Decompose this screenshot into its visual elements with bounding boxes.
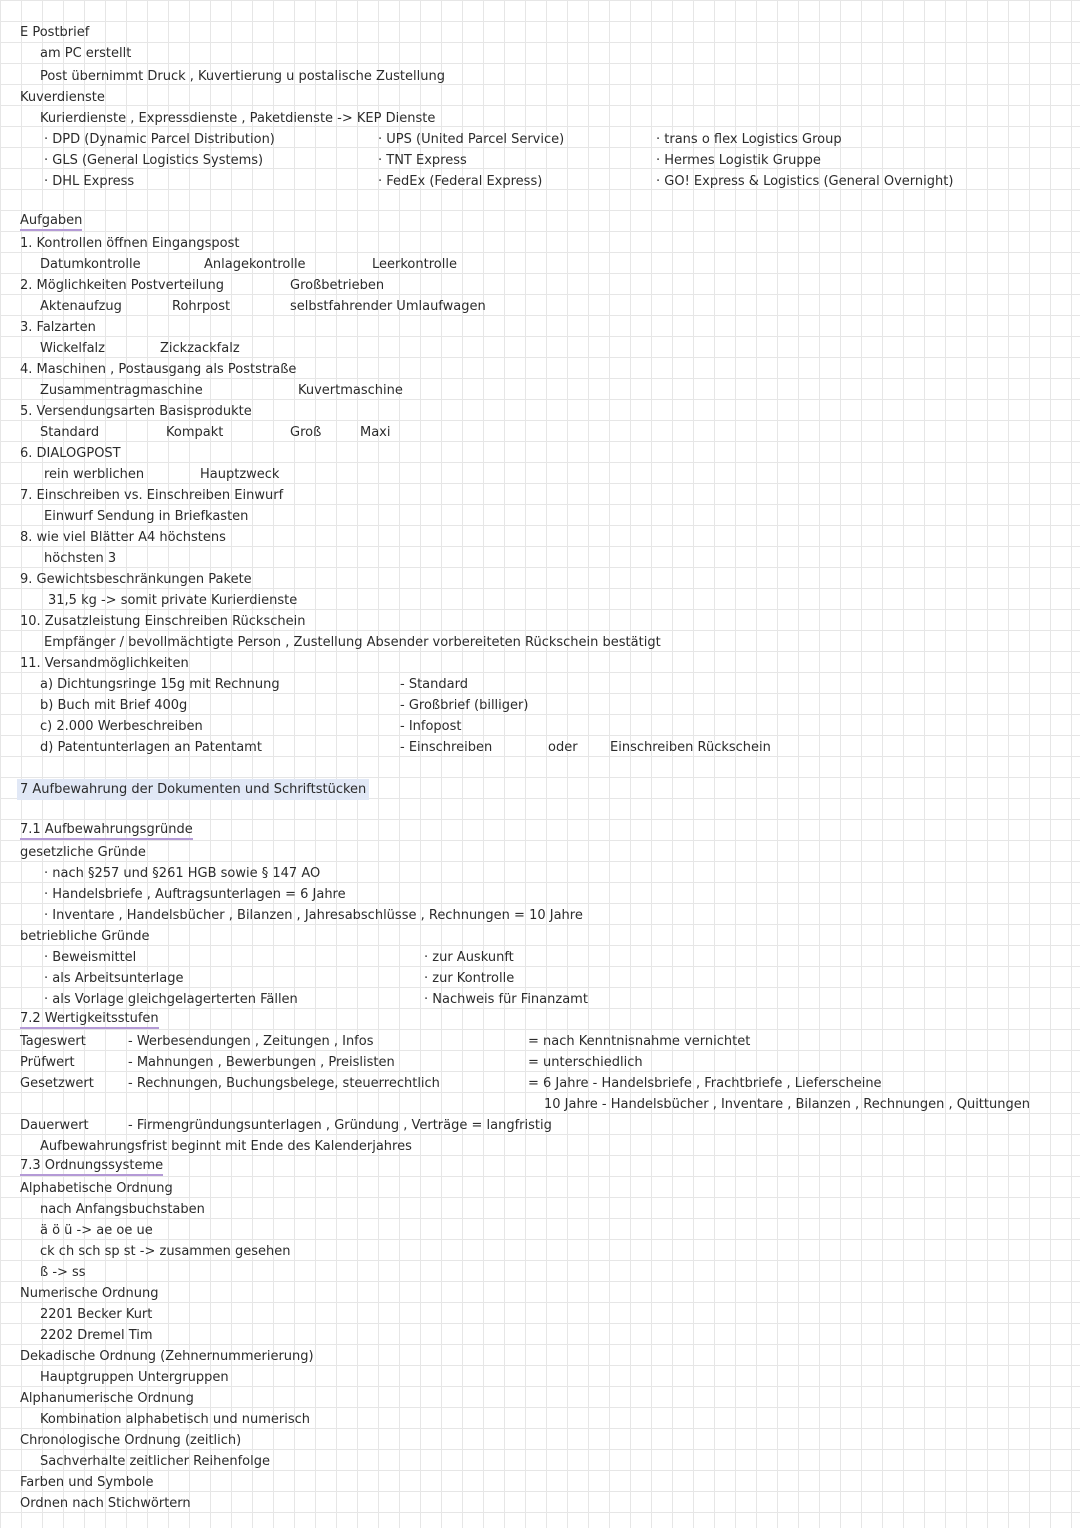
- note-text: 10 Jahre - Handelsbücher , Inventare , Bilanzen , Rechnungen , Quittungen: [544, 1097, 1030, 1112]
- note-text: = nach Kenntnisnahme vernichtet: [528, 1034, 751, 1049]
- note-text: · DHL Express: [44, 174, 135, 189]
- note-line: [0, 947, 1080, 968]
- note-line: [0, 611, 1080, 632]
- note-text: 10. Zusatzleistung Einschreiben Rückschein: [20, 614, 306, 629]
- note-line: [0, 1094, 1080, 1115]
- note-text: Kuverdienste: [20, 90, 105, 105]
- note-line: [0, 527, 1080, 548]
- note-text: 11. Versandmöglichkeiten: [20, 656, 189, 671]
- note-text: · GLS (General Logistics Systems): [44, 153, 264, 168]
- note-text: 4. Maschinen , Postausgang als Poststraße: [20, 362, 297, 377]
- note-text: Hauptgruppen Untergruppen: [40, 1370, 229, 1385]
- note-line: [0, 254, 1080, 275]
- note-line: [0, 1220, 1080, 1241]
- note-text: Groß: [290, 425, 322, 440]
- note-text: - Einschreiben: [400, 740, 493, 755]
- note-text: Einwurf Sendung in Briefkasten: [44, 509, 249, 524]
- note-text: Chronologische Ordnung (zeitlich): [20, 1433, 242, 1448]
- note-text: Dauerwert: [20, 1118, 89, 1133]
- note-text: - Infopost: [400, 719, 462, 734]
- note-line: [0, 171, 1080, 192]
- note-line: [0, 1388, 1080, 1409]
- note-line: [0, 1052, 1080, 1073]
- note-line: [0, 779, 1080, 800]
- note-text: Standard: [40, 425, 100, 440]
- note-text: 9. Gewichtsbeschränkungen Pakete: [20, 572, 252, 587]
- note-text: 2201 Becker Kurt: [40, 1307, 153, 1322]
- note-line: [0, 401, 1080, 422]
- note-line: [0, 821, 1080, 842]
- note-text: · Handelsbriefe , Auftragsunterlagen = 6 Jahre: [44, 887, 346, 902]
- note-line: [0, 150, 1080, 171]
- note-text: Kompakt: [166, 425, 224, 440]
- note-line: [0, 1178, 1080, 1199]
- note-line: [0, 1010, 1080, 1031]
- note-text: Aufbewahrungsfrist beginnt mit Ende des Kalenderjahres: [40, 1139, 412, 1154]
- note-line: [0, 1262, 1080, 1283]
- note-text: · UPS (United Parcel Service): [378, 132, 565, 147]
- note-text: Zickzackfalz: [160, 341, 240, 356]
- note-text: 7.3 Ordnungssysteme: [20, 1157, 163, 1176]
- note-text: Prüfwert: [20, 1055, 75, 1070]
- note-text: · Beweismittel: [44, 950, 137, 965]
- note-line: [0, 1430, 1080, 1451]
- note-text: Ordnen nach Stichwörtern: [20, 1496, 191, 1511]
- note-text: - Standard: [400, 677, 468, 692]
- note-text: · als Arbeitsunterlage: [44, 971, 184, 986]
- note-line: [0, 695, 1080, 716]
- note-line: [0, 716, 1080, 737]
- note-text: Aktenaufzug: [40, 299, 122, 314]
- note-line: [0, 1325, 1080, 1346]
- note-text: Zusammentragmaschine: [40, 383, 203, 398]
- note-line: [0, 212, 1080, 233]
- note-line: [0, 22, 1080, 43]
- note-line: [0, 989, 1080, 1010]
- note-text: E Postbrief: [20, 25, 90, 40]
- note-text: · trans o flex Logistics Group: [656, 132, 842, 147]
- note-text: - Großbrief (billiger): [400, 698, 529, 713]
- note-line: [0, 317, 1080, 338]
- note-text: 2. Möglichkeiten Postverteilung: [20, 278, 224, 293]
- note-text: Kurierdienste , Expressdienste , Paketdienste -> KEP Dienste: [40, 111, 436, 126]
- note-line: [0, 674, 1080, 695]
- note-line: [0, 380, 1080, 401]
- note-text: Tageswert: [20, 1034, 86, 1049]
- note-text: - Mahnungen , Bewerbungen , Preislisten: [128, 1055, 395, 1070]
- note-text: gesetzliche Gründe: [20, 845, 146, 860]
- note-line: [0, 653, 1080, 674]
- note-line: [0, 338, 1080, 359]
- note-line: [0, 233, 1080, 254]
- note-line: [0, 1451, 1080, 1472]
- note-text: 31,5 kg -> somit private Kurierdienste: [48, 593, 298, 608]
- note-text: Numerische Ordnung: [20, 1286, 159, 1301]
- note-text: · Inventare , Handelsbücher , Bilanzen , Jahresabschlüsse , Rechnungen = 10 Jahre: [44, 908, 583, 923]
- note-text: betriebliche Gründe: [20, 929, 150, 944]
- note-line: [0, 87, 1080, 108]
- note-text: c) 2.000 Werbeschreiben: [40, 719, 203, 734]
- note-text: ä ö ü -> ae oe ue: [40, 1223, 153, 1238]
- note-text: 6. DIALOGPOST: [20, 446, 121, 461]
- note-text: = 6 Jahre - Handelsbriefe , Frachtbriefe , Lieferscheine: [528, 1076, 882, 1091]
- note-text: Empfänger / bevollmächtigte Person , Zustellung Absender vorbereiteten Rückschein bestätigt: [44, 635, 661, 650]
- note-text: 7 Aufbewahrung der Dokumenten und Schriftstücken: [17, 779, 369, 800]
- note-line: [0, 926, 1080, 947]
- note-text: · FedEx (Federal Express): [378, 174, 543, 189]
- note-text: Großbetrieben: [290, 278, 385, 293]
- note-line: [0, 359, 1080, 380]
- note-line: [0, 485, 1080, 506]
- note-line: [0, 1241, 1080, 1262]
- note-text: Gesetzwert: [20, 1076, 94, 1091]
- note-text: 1. Kontrollen öffnen Eingangspost: [20, 236, 240, 251]
- note-text: Hauptzweck: [200, 467, 280, 482]
- note-line: [0, 1346, 1080, 1367]
- note-line: [0, 1283, 1080, 1304]
- note-text: Einschreiben Rückschein: [610, 740, 771, 755]
- note-text: Maxi: [360, 425, 391, 440]
- note-line: [0, 737, 1080, 758]
- note-line: [0, 632, 1080, 653]
- note-line: [0, 66, 1080, 87]
- note-text: Rohrpost: [172, 299, 231, 314]
- note-line: [0, 1199, 1080, 1220]
- note-text: b) Buch mit Brief 400g: [40, 698, 188, 713]
- note-line: [0, 43, 1080, 64]
- note-text: ck ch sch sp st -> zusammen gesehen: [40, 1244, 291, 1259]
- note-line: [0, 548, 1080, 569]
- note-text: Leerkontrolle: [372, 257, 457, 272]
- note-line: [0, 905, 1080, 926]
- note-text: · Hermes Logistik Gruppe: [656, 153, 821, 168]
- note-line: [0, 1493, 1080, 1514]
- note-line: [0, 1157, 1080, 1178]
- note-text: Alphanumerische Ordnung: [20, 1391, 194, 1406]
- note-text: 7.2 Wertigkeitsstufen: [20, 1010, 159, 1029]
- note-text: nach Anfangsbuchstaben: [40, 1202, 205, 1217]
- note-text: 7. Einschreiben vs. Einschreiben Einwurf: [20, 488, 284, 503]
- note-text: · DPD (Dynamic Parcel Distribution): [44, 132, 275, 147]
- note-line: [0, 569, 1080, 590]
- note-text: d) Patentunterlagen an Patentamt: [40, 740, 262, 755]
- note-text: 8. wie viel Blätter A4 höchstens: [20, 530, 226, 545]
- note-text: · nach §257 und §261 HGB sowie § 147 AO: [44, 866, 321, 881]
- note-text: Alphabetische Ordnung: [20, 1181, 173, 1196]
- note-text: Kuvertmaschine: [298, 383, 403, 398]
- note-line: [0, 1073, 1080, 1094]
- note-line: [0, 296, 1080, 317]
- note-line: [0, 590, 1080, 611]
- note-line: [0, 1409, 1080, 1430]
- note-text: - Rechnungen, Buchungsbelege, steuerrechtlich: [128, 1076, 440, 1091]
- note-text: 7.1 Aufbewahrungsgründe: [20, 821, 193, 840]
- note-line: [0, 1136, 1080, 1157]
- note-text: 5. Versendungsarten Basisprodukte: [20, 404, 252, 419]
- note-text: · als Vorlage gleichgelagerterten Fällen: [44, 992, 298, 1007]
- note-text: · Nachweis für Finanzamt: [424, 992, 588, 1007]
- note-line: [0, 1031, 1080, 1052]
- note-text: - Werbesendungen , Zeitungen , Infos: [128, 1034, 374, 1049]
- note-text: selbstfahrender Umlaufwagen: [290, 299, 486, 314]
- note-text: · zur Kontrolle: [424, 971, 515, 986]
- note-text: ß -> ss: [40, 1265, 86, 1280]
- note-text: = unterschiedlich: [528, 1055, 643, 1070]
- note-text: 2202 Dremel Tim: [40, 1328, 153, 1343]
- note-text: Aufgaben: [20, 212, 82, 231]
- note-line: [0, 1115, 1080, 1136]
- note-text: a) Dichtungsringe 15g mit Rechnung: [40, 677, 280, 692]
- note-line: [0, 422, 1080, 443]
- note-text: Post übernimmt Druck , Kuvertierung u postalische Zustellung: [40, 69, 445, 84]
- note-text: - Firmengründungsunterlagen , Gründung , Verträge = langfristig: [128, 1118, 552, 1133]
- note-text: Anlagekontrolle: [204, 257, 306, 272]
- note-text: · GO! Express & Logistics (General Overnight): [656, 174, 954, 189]
- note-line: [0, 1304, 1080, 1325]
- note-text: 3. Falzarten: [20, 320, 96, 335]
- note-line: [0, 443, 1080, 464]
- note-line: [0, 506, 1080, 527]
- note-text: Kombination alphabetisch und numerisch: [40, 1412, 311, 1427]
- note-text: höchsten 3: [44, 551, 117, 566]
- note-line: [0, 464, 1080, 485]
- note-text: Wickelfalz: [40, 341, 105, 356]
- note-text: Farben und Symbole: [20, 1475, 154, 1490]
- note-text: rein werblichen: [44, 467, 145, 482]
- note-text: oder: [548, 740, 578, 755]
- note-text: · TNT Express: [378, 153, 467, 168]
- note-text: Sachverhalte zeitlicher Reihenfolge: [40, 1454, 271, 1469]
- note-line: [0, 1367, 1080, 1388]
- note-line: [0, 129, 1080, 150]
- note-line: [0, 275, 1080, 296]
- note-text: Dekadische Ordnung (Zehnernummerierung): [20, 1349, 314, 1364]
- note-text: Datumkontrolle: [40, 257, 141, 272]
- note-line: [0, 108, 1080, 129]
- note-text: am PC erstellt: [40, 46, 132, 61]
- note-line: [0, 884, 1080, 905]
- note-text: · zur Auskunft: [424, 950, 514, 965]
- note-line: [0, 968, 1080, 989]
- note-line: [0, 1472, 1080, 1493]
- note-line: [0, 842, 1080, 863]
- note-line: [0, 863, 1080, 884]
